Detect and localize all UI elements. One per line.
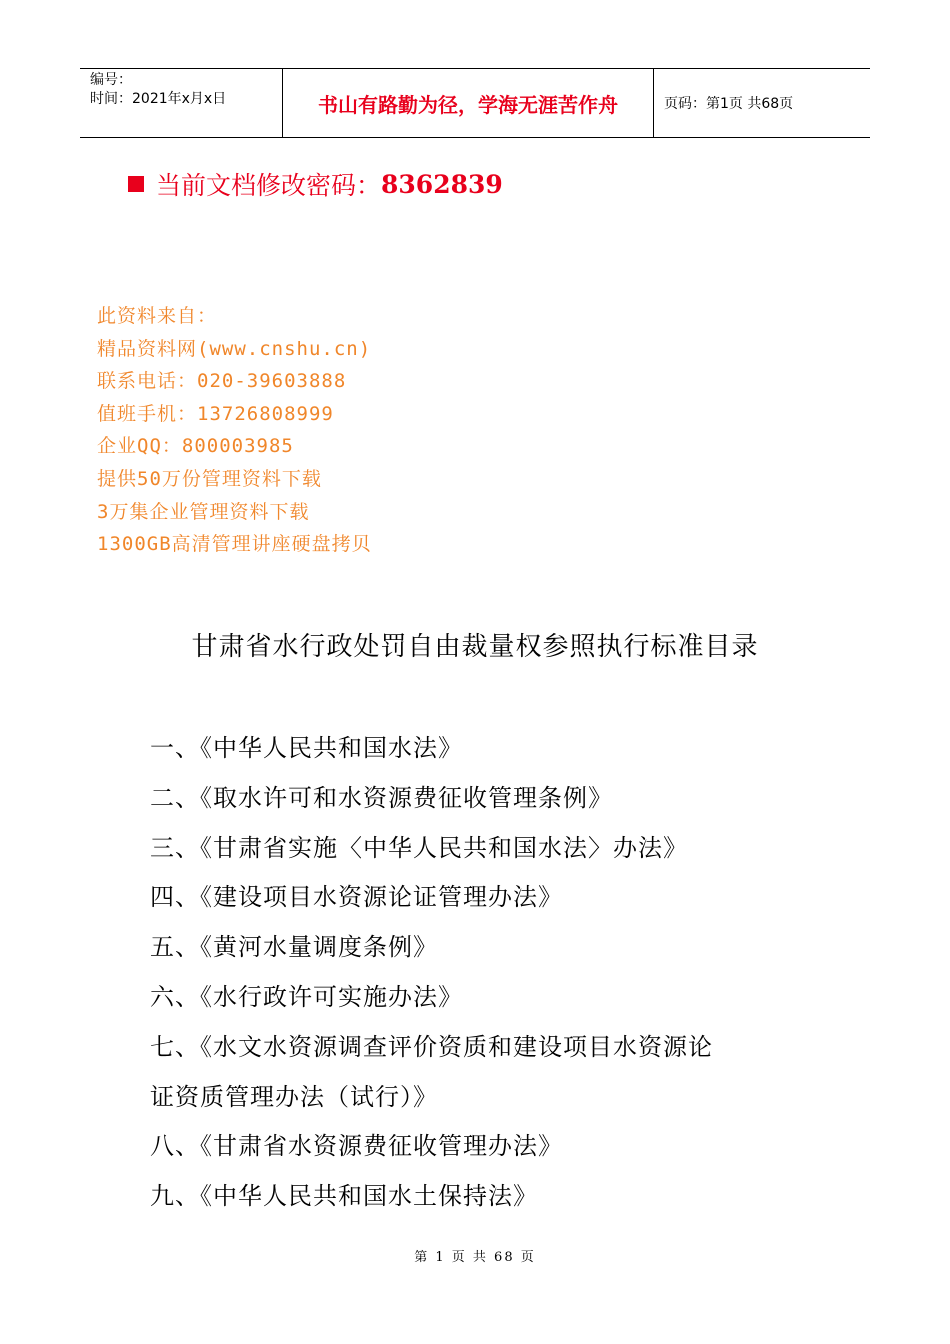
ad-line: 精品资料网(www.cnshu.cn) bbox=[97, 337, 372, 360]
password-notice bbox=[128, 166, 503, 202]
ad-line: 3万集企业管理资料下载 bbox=[97, 500, 310, 523]
header-page-info: 页码：第1页 共68页 bbox=[664, 96, 794, 112]
header-meta bbox=[80, 69, 282, 137]
red-square-icon bbox=[128, 176, 144, 192]
number-label: 编号： bbox=[90, 72, 132, 88]
header-motto: 书山有路勤为径，学海无涯苦作舟 bbox=[282, 69, 654, 137]
toc-item: 八、《甘肃省水资源费征收管理办法》 bbox=[150, 1132, 563, 1161]
ad-line: 值班手机：13726808999 bbox=[97, 402, 334, 425]
password-label: 当前文档修改密码： bbox=[156, 171, 382, 200]
document-title: 甘肃省水行政处罚自由裁量权参照执行标准目录 bbox=[191, 632, 759, 662]
toc-item: 证资质管理办法（试行）》 bbox=[150, 1082, 438, 1111]
password-value: 8362839 bbox=[381, 169, 503, 199]
time-label: 时间：2021年x月x日 bbox=[90, 91, 227, 107]
page-footer: 第 1 页 共 68 页 bbox=[414, 1250, 536, 1265]
toc-item: 七、《水文水资源调查评价资质和建设项目水资源论 bbox=[150, 1032, 713, 1061]
toc-item: 五、《黄河水量调度条例》 bbox=[150, 933, 438, 962]
toc-item: 三、《甘肃省实施〈中华人民共和国水法〉办法》 bbox=[150, 833, 688, 862]
toc-item: 四、《建设项目水资源论证管理办法》 bbox=[150, 883, 563, 912]
ad-line: 联系电话：020-39603888 bbox=[97, 370, 347, 393]
ad-line: 企业QQ：800003985 bbox=[97, 435, 294, 458]
ad-line: 提供50万份管理资料下载 bbox=[97, 467, 322, 490]
ad-line: 此资料来自： bbox=[97, 305, 218, 327]
document-header bbox=[80, 68, 870, 138]
toc-item: 二、《取水许可和水资源费征收管理条例》 bbox=[150, 783, 613, 812]
toc-item: 六、《水行政许可实施办法》 bbox=[150, 982, 463, 1011]
toc-item: 九、《中华人民共和国水土保持法》 bbox=[150, 1182, 538, 1211]
ad-line: 1300GB高清管理讲座硬盘拷贝 bbox=[97, 533, 372, 556]
ad-block bbox=[97, 300, 372, 561]
toc-item: 一、《中华人民共和国水法》 bbox=[150, 734, 463, 762]
table-of-contents bbox=[150, 724, 770, 1222]
